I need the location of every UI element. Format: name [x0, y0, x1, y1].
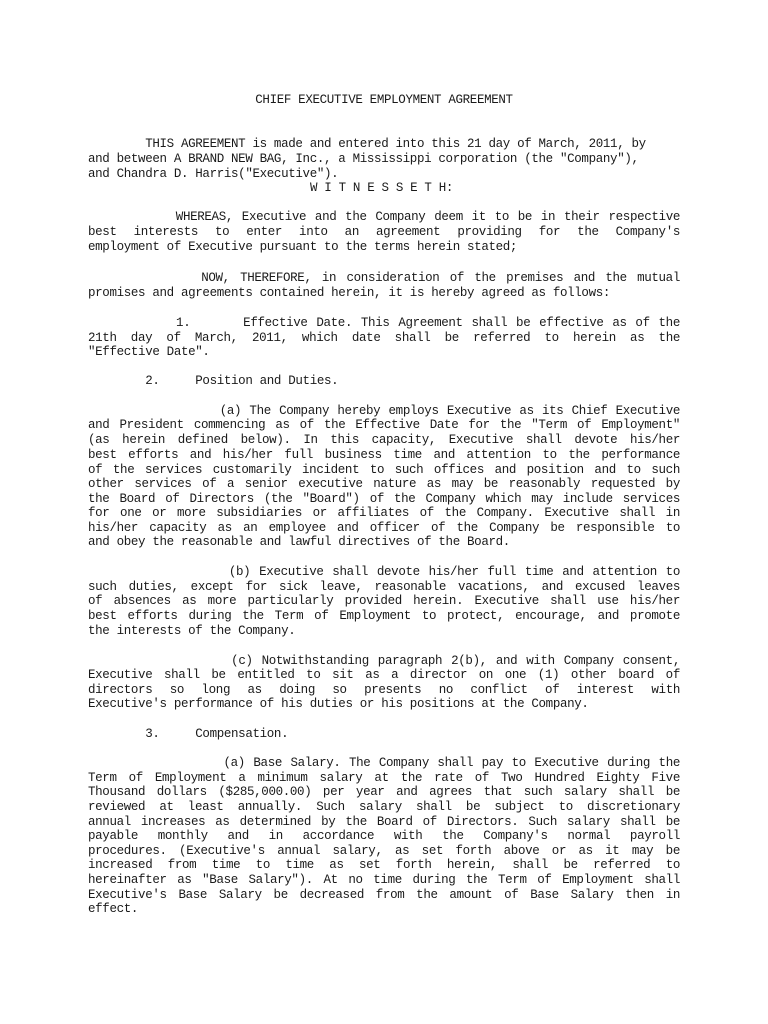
text-line: and between A BRAND NEW BAG, Inc., a Mississippi corporation (the "Company"),: [88, 152, 639, 166]
text-line: 1. Effective Date. This Agreement shall be effective as of the: [88, 316, 680, 330]
text-line: best efforts and his/her full business time and attention to the performance: [88, 448, 680, 462]
text-line: payable monthly and in accordance with the Company's normal payroll: [88, 829, 680, 843]
text-line: (a) The Company hereby employs Executive as its Chief Executive: [88, 404, 680, 418]
text-line: the Board of Directors (the "Board") of the Company which may include services: [88, 492, 680, 506]
text-line: other services of a senior executive nature as may be reasonably requested by: [88, 477, 680, 491]
text-line: procedures. (Executive's annual salary, as set forth above or as it may be: [88, 844, 680, 858]
text-line: Executive's performance of his duties or his positions at the Company.: [88, 697, 589, 711]
document-page: [88, 0, 680, 1024]
text-line: WHEREAS, Executive and the Company deem it to be in their respective: [88, 210, 680, 224]
document-title: CHIEF EXECUTIVE EMPLOYMENT AGREEMENT: [255, 93, 513, 107]
text-line: annual increases as determined by the Board of Directors. Such salary shall be: [88, 815, 680, 829]
text-line: (b) Executive shall devote his/her full time and attention to: [88, 565, 680, 579]
text-line: and obey the reasonable and lawful directives of the Board.: [88, 535, 510, 549]
text-line: Executive's Base Salary be decreased from the amount of Base Salary then in: [88, 888, 680, 902]
text-line: of absences as more particularly provided herein. Executive shall use his/her: [88, 594, 680, 608]
text-line: (a) Base Salary. The Company shall pay to Executive during the: [88, 756, 680, 770]
text-line: Term of Employment a minimum salary at the rate of Two Hundred Eighty Five: [88, 771, 680, 785]
text-line: 21th day of March, 2011, which date shall be referred to herein as the: [88, 331, 680, 345]
text-line: for one or more subsidiaries or affiliates of the Company. Executive shall in: [88, 506, 680, 520]
text-line: (c) Notwithstanding paragraph 2(b), and with Company consent,: [88, 654, 680, 668]
text-line: of the services customarily incident to such offices and position and to such: [88, 463, 680, 477]
section-3-heading: 3. Compensation.: [88, 727, 289, 741]
witnesseth-heading: W I T N E S S E T H:: [310, 181, 454, 195]
text-line: Executive shall be entitled to sit as a director on one (1) other board of: [88, 668, 680, 682]
text-line: his/her capacity as an employee and officer of the Company be responsible to: [88, 521, 680, 535]
text-line: and President commencing as of the Effective Date for the "Term of Employment": [88, 418, 680, 432]
text-line: reviewed at least annually. Such salary shall be subject to discretionary: [88, 800, 680, 814]
text-line: the interests of the Company.: [88, 624, 296, 638]
text-line: "Effective Date".: [88, 345, 210, 359]
text-line: directors so long as doing so presents no conflict of interest with: [88, 683, 680, 697]
text-line: best interests to enter into an agreement providing for the Company's: [88, 225, 680, 239]
text-line: THIS AGREEMENT is made and entered into this 21 day of March, 2011, by: [88, 137, 646, 151]
text-line: and Chandra D. Harris("Executive").: [88, 167, 339, 181]
section-2-heading: 2. Position and Duties.: [88, 374, 339, 388]
text-line: promises and agreements contained herein, it is hereby agreed as follows:: [88, 286, 611, 300]
text-line: such duties, except for sick leave, reasonable vacations, and excused leaves: [88, 580, 680, 594]
text-line: effect.: [88, 902, 139, 916]
text-line: best efforts during the Term of Employment to protect, encourage, and promote: [88, 609, 680, 623]
text-line: (as herein defined below). In this capacity, Executive shall devote his/her: [88, 433, 680, 447]
text-line: hereinafter as "Base Salary"). At no time during the Term of Employment shall: [88, 873, 680, 887]
text-line: employment of Executive pursuant to the terms herein stated;: [88, 240, 518, 254]
text-line: increased from time to time as set forth herein, shall be referred to: [88, 858, 680, 872]
text-line: NOW, THEREFORE, in consideration of the premises and the mutual: [88, 271, 680, 285]
text-line: Thousand dollars ($285,000.00) per year and agrees that such salary shall be: [88, 785, 680, 799]
